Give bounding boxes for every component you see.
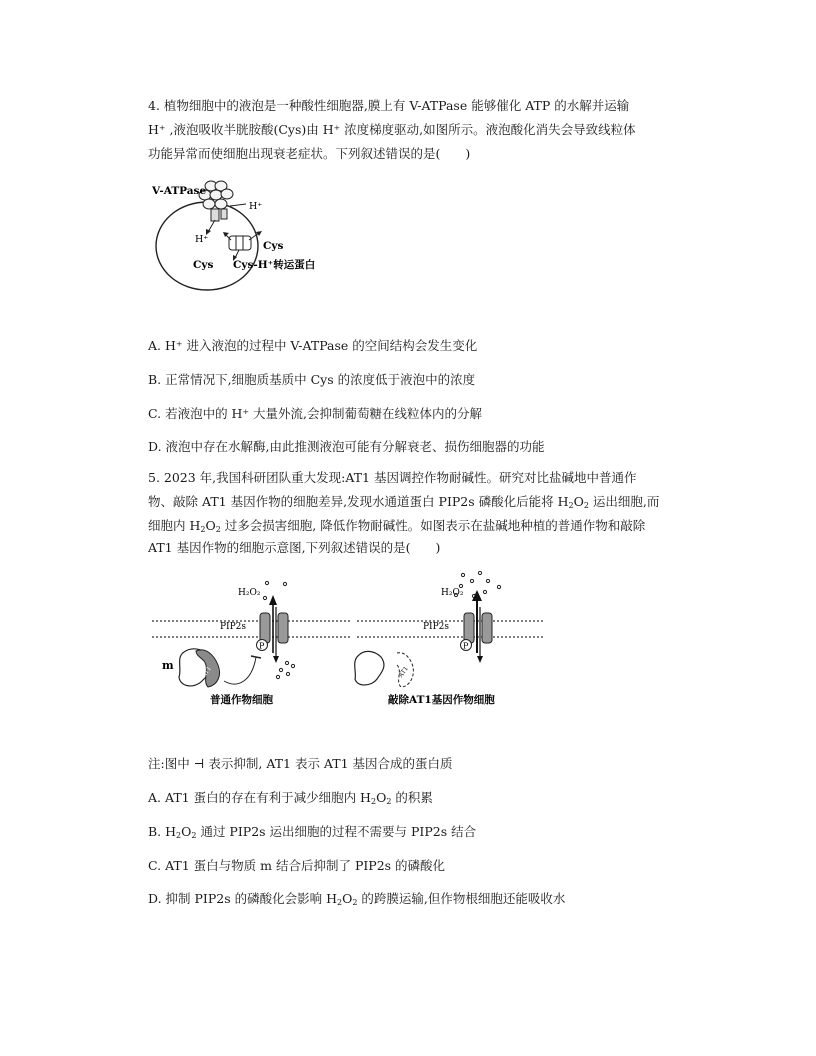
q5-stem-line4: AT1 基因作物的细胞示意图,下列叙述错误的是( ) [148, 540, 441, 555]
label-cys-outside: Cys [263, 240, 284, 252]
q5-stem-line3: 细胞内 $H_2O_2$ 过多会损害细胞, 降低作物耐碱性。如图表示在盐碱地种植的普通作物和敲除 [148, 518, 646, 534]
q4-option-a: A. H⁺ 进入液泡的过程中 V-ATPase 的空间结构会发生变化 [148, 338, 478, 353]
q5-option-c: C. AT1 蛋白与物质 m 结合后抑制了 PIP2s 的磷酸化 [148, 858, 446, 873]
h2o2-label: H₂O₂ [238, 588, 261, 598]
q5-option-b: B. $H_2O_2$ 通过 PIP2s 运出细胞的过程不需要与 PIP2s 结合 [148, 824, 477, 840]
pip2s-channel [260, 613, 288, 643]
q4-stem-line3: 功能异常而使细胞出现衰老症状。下列叙述错误的是( ) [148, 146, 471, 161]
svg-text:AT1: AT1 [200, 665, 213, 679]
normal-crop-cell-diagram [152, 577, 350, 716]
pip2s-label-right: PIP2s [423, 622, 450, 632]
q4-option-c: C. 若液泡中的 H⁺ 大量外流,会抑制葡萄糖在线粒体内的分解 [148, 406, 482, 421]
q5-stem-line1: 5. 2023 年,我国科研团队重大发现:AT1 基因调控作物耐碱性。研究对比盐碱地中普通作 [148, 470, 637, 485]
q5-stem-line2: 物、敲除 AT1 基因作物的细胞差异,发现水通道蛋白 PIP2s 磷酸化后能将 $H_2O_2$ 运出细胞,而 [148, 494, 660, 510]
cys-h-transporter [229, 236, 251, 250]
at1-knockout-cell-diagram [345, 569, 550, 716]
svg-text:AT1: AT1 [397, 665, 410, 679]
phospho-label-right: P [463, 641, 469, 651]
q4-stem-line2: H⁺ ,液泡吸收半胱胺酸(Cys)由 H⁺ 浓度梯度驱动,如图所示。液泡酸化消失会导致线粒体 [148, 122, 636, 137]
label-transporter: Cys-H⁺转运蛋白 [233, 259, 316, 271]
caption-knockout-cell: 敲除AT1基因作物细胞 [388, 694, 495, 706]
label-h-inside: H⁺ [195, 234, 209, 245]
caption-normal-cell: 普通作物细胞 [210, 694, 273, 706]
vacuole-diagram [145, 176, 345, 298]
label-cys-inside: Cys [193, 259, 214, 271]
q4-option-b: B. 正常情况下,细胞质基质中 Cys 的浓度低于液泡中的浓度 [148, 372, 476, 387]
pip2s-label: PIP2s [220, 622, 247, 632]
label-h-outside: H⁺ [249, 201, 263, 212]
q4-stem-line1: 4. 植物细胞中的液泡是一种酸性细胞器,膜上有 V-ATPase 能够催化 ATP 的水解并运输 [148, 98, 630, 113]
q5-option-a: A. AT1 蛋白的存在有利于减少细胞内 $H_2O_2$ 的积累 [148, 790, 433, 806]
q4-option-d: D. 液泡中存在水解酶,由此推测液泡可能有分解衰老、损伤细胞器的功能 [148, 439, 545, 454]
label-v-atpase: V-ATPase [152, 185, 207, 197]
q5-note: 注:图中 ⊣ 表示抑制, AT1 表示 AT1 基因合成的蛋白质 [148, 756, 453, 771]
m-label: m [162, 659, 174, 672]
q5-option-d: D. 抑制 PIP2s 的磷酸化会影响 $H_2O_2$ 的跨膜运输,但作物根细胞还能吸收水 [148, 891, 566, 907]
h2o2-label-right: H₂O₂ [441, 588, 464, 598]
phospho-label: P [259, 641, 265, 651]
